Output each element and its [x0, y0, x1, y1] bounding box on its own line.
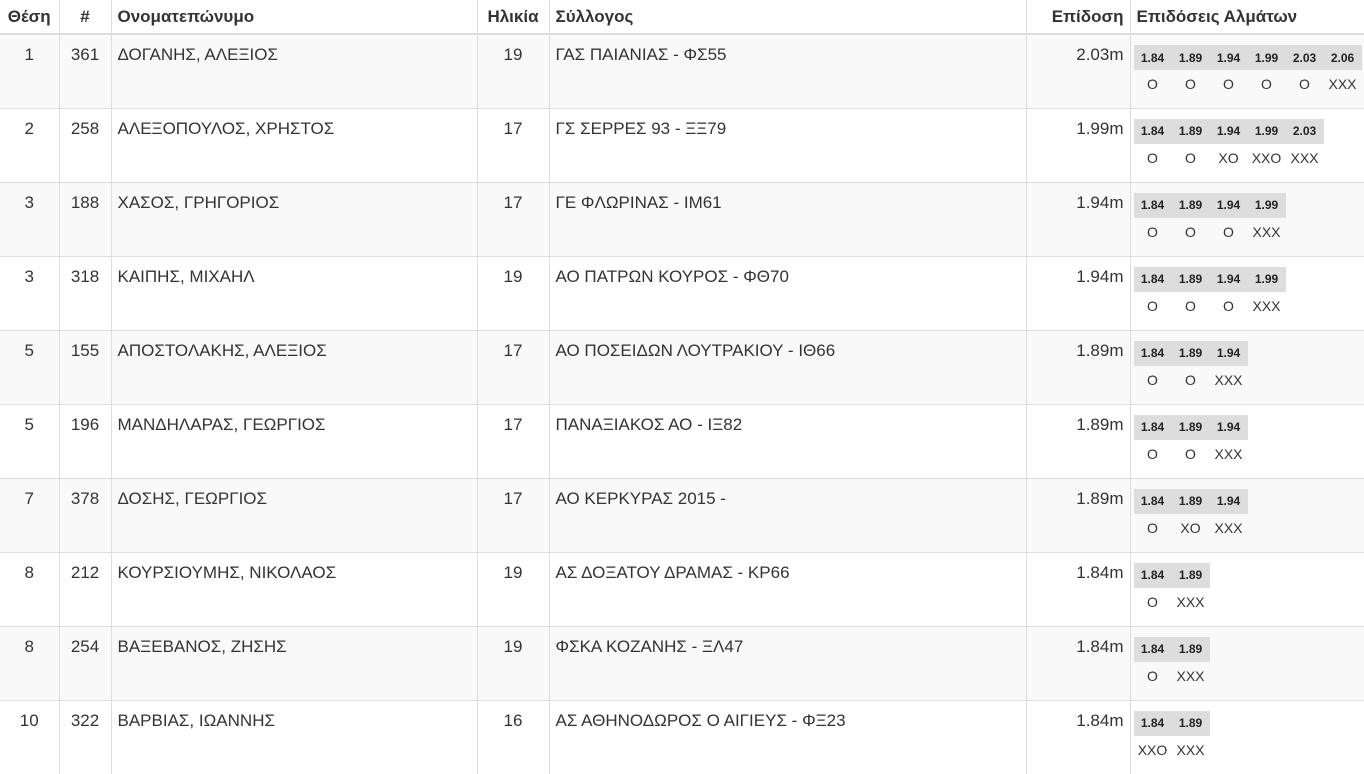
performance-cell: 1.89m [1026, 330, 1130, 404]
attempt-mark: O [1223, 223, 1234, 240]
bar-heights-row [1134, 341, 1248, 366]
bar-height: 1.84 [1140, 50, 1165, 65]
bar-height: 1.89 [1178, 198, 1203, 212]
age-cell: 19 [477, 552, 549, 626]
bar-height: 2.03 [1292, 50, 1317, 65]
attempt-marks-row [1134, 514, 1248, 542]
bar-height: 1.84 [1140, 198, 1165, 212]
attempt-mark: XXX [1176, 593, 1205, 610]
attempt-mark: O [1185, 371, 1196, 388]
table-row[interactable] [0, 478, 1364, 552]
bar-height: 1.99 [1254, 50, 1279, 65]
athlete-name-cell: ΚΟΥΡΣΙΟΥΜΗΣ, ΝΙΚΟΛΑΟΣ [111, 552, 477, 626]
age-cell: 17 [477, 330, 549, 404]
attempts-cell [1130, 330, 1364, 404]
club-cell: ΑΣ ΔΟΞΑΤΟΥ ΔΡΑΜΑΣ - ΚΡ66 [549, 552, 1026, 626]
bib-cell: 322 [59, 700, 111, 774]
bar-height: 2.06 [1330, 50, 1355, 65]
athlete-name-cell: ΔΟΣΗΣ, ΓΕΩΡΓΙΟΣ [111, 478, 477, 552]
position-cell: 1 [0, 34, 59, 108]
attempt-marks-row [1134, 736, 1210, 764]
bib-cell: 361 [59, 34, 111, 108]
attempt-mark: O [1147, 445, 1158, 462]
attempt-mark: XXX [1328, 76, 1357, 92]
table-body [0, 34, 1364, 774]
attempts-grid [1134, 563, 1210, 616]
athlete-name-cell: ΜΑΝΔΗΛΑΡΑΣ, ΓΕΩΡΓΙΟΣ [111, 404, 477, 478]
attempt-marks-row [1134, 588, 1210, 616]
performance-cell: 1.94m [1026, 182, 1130, 256]
attempt-mark: O [1185, 76, 1196, 92]
athlete-name-cell: ΔΟΓΑΝΗΣ, ΑΛΕΞΙΟΣ [111, 34, 477, 108]
attempts-cell [1130, 34, 1364, 108]
header-performance[interactable]: Επίδοση [1026, 0, 1130, 34]
header-name[interactable]: Ονοματεπώνυμο [111, 0, 477, 34]
bar-height: 1.89 [1178, 50, 1203, 65]
performance-cell: 1.94m [1026, 256, 1130, 330]
club-cell: ΓΕ ΦΛΩΡΙΝΑΣ - ΙΜ61 [549, 182, 1026, 256]
attempt-mark: XXX [1252, 223, 1281, 240]
header-age[interactable]: Ηλικία [477, 0, 549, 34]
bar-heights-row [1134, 267, 1286, 292]
athlete-name-cell: ΑΠΟΣΤΟΛΑΚΗΣ, ΑΛΕΞΙΟΣ [111, 330, 477, 404]
attempt-mark: XXX [1214, 371, 1243, 388]
attempts-grid [1134, 193, 1286, 246]
attempt-mark: O [1223, 297, 1234, 314]
attempts-cell [1130, 182, 1364, 256]
table-row[interactable] [0, 700, 1364, 774]
attempt-mark: O [1147, 76, 1158, 92]
performance-cell: 1.84m [1026, 552, 1130, 626]
bar-height: 1.94 [1216, 124, 1241, 138]
athlete-name-cell: ΚΑΙΠΗΣ, ΜΙΧΑΗΛ [111, 256, 477, 330]
attempts-grid [1134, 637, 1210, 690]
athlete-name-cell: ΧΑΣΟΣ, ΓΡΗΓΟΡΙΟΣ [111, 182, 477, 256]
attempts-cell [1130, 478, 1364, 552]
attempts-cell [1130, 626, 1364, 700]
bar-heights-row [1134, 119, 1324, 144]
bar-height: 1.89 [1178, 124, 1203, 138]
attempts-cell [1130, 700, 1364, 774]
attempts-grid [1134, 711, 1210, 764]
attempt-mark: O [1147, 149, 1158, 166]
attempt-mark: O [1147, 371, 1158, 388]
attempt-mark: XO [1218, 149, 1239, 166]
club-cell: ΦΣΚΑ ΚΟΖΑΝΗΣ - ΞΛ47 [549, 626, 1026, 700]
attempt-mark: XXO [1137, 741, 1168, 758]
attempt-mark: O [1185, 297, 1196, 314]
bar-heights-row [1134, 637, 1210, 662]
age-cell: 17 [477, 478, 549, 552]
bar-height: 1.89 [1178, 642, 1203, 656]
attempt-mark: XXX [1214, 519, 1243, 536]
club-cell: ΠΑΝΑΞΙΑΚΟΣ ΑΟ - ΙΞ82 [549, 404, 1026, 478]
club-cell: ΓΑΣ ΠΑΙΑΝΙΑΣ - ΦΣ55 [549, 34, 1026, 108]
bib-cell: 258 [59, 108, 111, 182]
bar-height: 1.89 [1178, 494, 1203, 508]
attempt-mark: O [1147, 223, 1158, 240]
attempts-grid [1134, 489, 1248, 542]
table-row[interactable] [0, 108, 1364, 182]
bar-heights-row [1134, 563, 1210, 588]
bib-cell: 378 [59, 478, 111, 552]
bar-height: 1.89 [1178, 568, 1203, 582]
table-row[interactable] [0, 626, 1364, 700]
bib-cell: 188 [59, 182, 111, 256]
club-cell: ΑΟ ΠΑΤΡΩΝ ΚΟΥΡΟΣ - ΦΘ70 [549, 256, 1026, 330]
bar-heights-row [1134, 45, 1362, 70]
bar-height: 1.84 [1140, 568, 1165, 582]
attempt-mark: O [1299, 76, 1310, 92]
bar-height: 1.84 [1140, 346, 1165, 360]
attempt-mark: O [1223, 76, 1234, 92]
bar-heights-row [1134, 489, 1248, 514]
age-cell: 16 [477, 700, 549, 774]
bar-height: 1.84 [1140, 420, 1165, 434]
position-cell: 5 [0, 404, 59, 478]
age-cell: 17 [477, 404, 549, 478]
attempts-cell [1130, 256, 1364, 330]
age-cell: 19 [477, 626, 549, 700]
bar-height: 1.89 [1178, 420, 1203, 434]
header-position[interactable]: Θέση [0, 0, 59, 34]
performance-cell: 1.99m [1026, 108, 1130, 182]
table-row[interactable] [0, 34, 1364, 108]
bar-heights-row [1134, 193, 1286, 218]
bar-height: 1.99 [1254, 124, 1279, 138]
attempt-mark: XXX [1252, 297, 1281, 314]
club-cell: ΓΣ ΣΕΡΡΕΣ 93 - ΞΞ79 [549, 108, 1026, 182]
attempts-cell [1130, 404, 1364, 478]
bar-height: 1.84 [1140, 124, 1165, 138]
attempt-marks-row [1134, 292, 1286, 320]
athlete-name-cell: ΒΑΞΕΒΑΝΟΣ, ΖΗΣΗΣ [111, 626, 477, 700]
attempt-mark: XXX [1214, 445, 1243, 462]
attempts-grid [1134, 341, 1248, 394]
attempt-marks-row [1134, 662, 1210, 690]
bar-heights-row [1134, 711, 1210, 736]
bar-height: 1.89 [1178, 272, 1203, 286]
attempt-mark: O [1185, 445, 1196, 462]
attempt-marks-row [1134, 144, 1324, 172]
bar-height: 1.89 [1178, 716, 1203, 730]
attempt-marks-row [1134, 218, 1286, 246]
bar-height: 1.89 [1178, 346, 1203, 360]
position-cell: 7 [0, 478, 59, 552]
position-cell: 8 [0, 552, 59, 626]
bar-height: 1.94 [1216, 50, 1241, 65]
performance-cell: 1.84m [1026, 626, 1130, 700]
position-cell: 5 [0, 330, 59, 404]
club-cell: ΑΣ ΑΘΗΝΟΔΩΡΟΣ Ο ΑΙΓΙΕΥΣ - ΦΞ23 [549, 700, 1026, 774]
attempt-marks-row [1134, 440, 1248, 468]
bar-height: 1.84 [1140, 494, 1165, 508]
position-cell: 3 [0, 256, 59, 330]
bar-heights-row [1134, 415, 1248, 440]
bar-height: 1.94 [1216, 346, 1241, 360]
attempts-cell [1130, 552, 1364, 626]
bar-height: 1.94 [1216, 420, 1241, 434]
athlete-name-cell: ΒΑΡΒΙΑΣ, ΙΩΑΝΝΗΣ [111, 700, 477, 774]
attempt-mark: XO [1180, 519, 1201, 536]
table-row[interactable] [0, 256, 1364, 330]
attempt-marks-row [1134, 366, 1248, 394]
attempt-mark: O [1147, 519, 1158, 536]
header-club[interactable]: Σύλλογος [549, 0, 1026, 34]
bib-cell: 155 [59, 330, 111, 404]
attempt-mark: O [1185, 223, 1196, 240]
bar-height: 2.03 [1292, 124, 1317, 138]
attempts-grid [1134, 119, 1324, 172]
attempt-mark: O [1147, 667, 1158, 684]
performance-cell: 1.84m [1026, 700, 1130, 774]
bar-height: 1.99 [1254, 198, 1279, 212]
performance-cell: 2.03m [1026, 34, 1130, 108]
age-cell: 19 [477, 256, 549, 330]
performance-cell: 1.89m [1026, 478, 1130, 552]
attempt-mark: O [1185, 149, 1196, 166]
attempt-mark: XXX [1176, 741, 1205, 758]
attempt-mark: XXX [1176, 667, 1205, 684]
table-row[interactable] [0, 404, 1364, 478]
table-row[interactable] [0, 330, 1364, 404]
position-cell: 8 [0, 626, 59, 700]
position-cell: 2 [0, 108, 59, 182]
attempt-mark: O [1261, 76, 1272, 92]
bar-height: 1.84 [1140, 642, 1165, 656]
attempt-mark: O [1147, 297, 1158, 314]
position-cell: 10 [0, 700, 59, 774]
bib-cell: 212 [59, 552, 111, 626]
age-cell: 17 [477, 108, 549, 182]
table-header [0, 0, 1364, 34]
bar-height: 1.94 [1216, 494, 1241, 508]
athlete-name-cell: ΑΛΕΞΟΠΟΥΛΟΣ, ΧΡΗΣΤΟΣ [111, 108, 477, 182]
club-cell: ΑΟ ΚΕΡΚΥΡΑΣ 2015 - [549, 478, 1026, 552]
attempt-mark: XXX [1290, 149, 1319, 166]
header-attempts: Επιδόσεις Αλμάτων [1130, 0, 1364, 34]
bar-height: 1.99 [1254, 272, 1279, 286]
attempts-grid [1134, 45, 1362, 98]
attempt-mark: O [1147, 593, 1158, 610]
table-row[interactable] [0, 552, 1364, 626]
attempt-marks-row [1134, 70, 1362, 98]
bar-height: 1.84 [1140, 716, 1165, 730]
performance-cell: 1.89m [1026, 404, 1130, 478]
attempt-mark: XXO [1251, 149, 1282, 166]
bar-height: 1.94 [1216, 198, 1241, 212]
table-row[interactable] [0, 182, 1364, 256]
attempts-cell [1130, 108, 1364, 182]
position-cell: 3 [0, 182, 59, 256]
bib-cell: 196 [59, 404, 111, 478]
club-cell: ΑΟ ΠΟΣΕΙΔΩΝ ΛΟΥΤΡΑΚΙΟΥ - ΙΘ66 [549, 330, 1026, 404]
attempts-grid [1134, 415, 1248, 468]
age-cell: 17 [477, 182, 549, 256]
bib-cell: 318 [59, 256, 111, 330]
bar-height: 1.84 [1140, 272, 1165, 286]
header-bib[interactable]: # [59, 0, 111, 34]
bar-height: 1.94 [1216, 272, 1241, 286]
attempts-grid [1134, 267, 1286, 320]
age-cell: 19 [477, 34, 549, 108]
bib-cell: 254 [59, 626, 111, 700]
